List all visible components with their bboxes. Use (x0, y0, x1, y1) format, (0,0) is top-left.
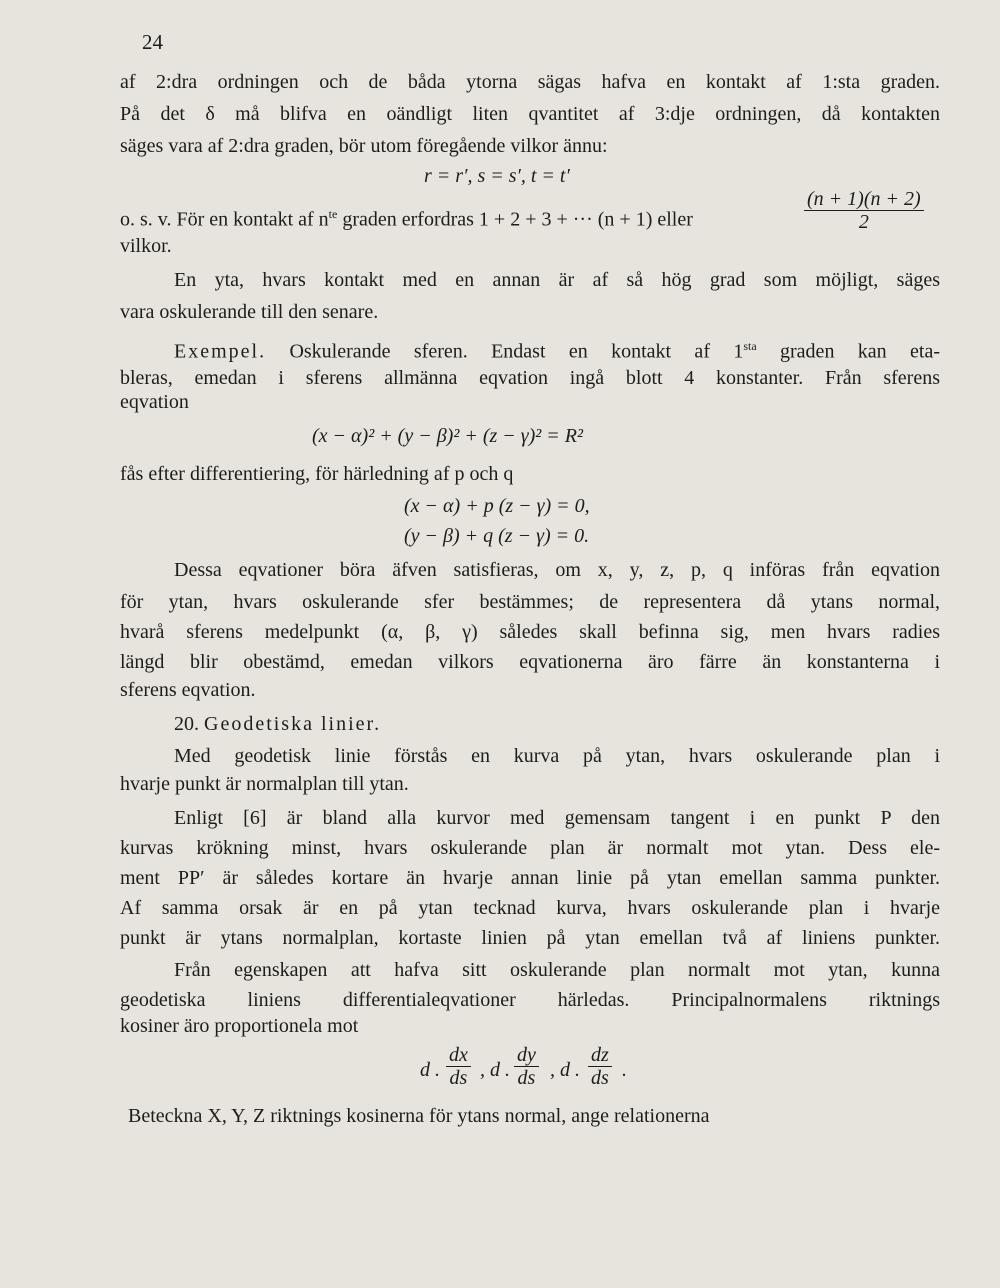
example-heading: Exempel. (174, 340, 267, 363)
text-line: På det δ må blifva en oändligt liten qvantitet af 3:dje ordningen, då kontakten (120, 103, 940, 125)
equation-q: (y − β) + q (z − γ) = 0. (404, 525, 590, 547)
text-line: kosiner äro proportionela mot (120, 1015, 359, 1037)
diff-prefix: , d . (550, 1059, 580, 1081)
text-line (120, 200, 820, 234)
diff-period: . (622, 1059, 627, 1081)
equation-p: (x − α) + p (z − γ) = 0, (404, 495, 590, 517)
fraction-numerator: (n + 1)(n + 2) (804, 188, 924, 211)
text-line: Beteckna X, Y, Z riktnings kosinerna för ytans normal, ange relationerna (128, 1105, 710, 1127)
diff-prefix: d . (420, 1059, 440, 1081)
text-line: hvarå sferens medelpunkt (α, β, γ) således skall befinna sig, men hvars radies (120, 621, 940, 643)
text-span: Oskulerande sferen. Endast en kontakt af 1 (266, 340, 744, 363)
fraction-numerator: dx (446, 1044, 471, 1067)
diff-prefix: , d . (480, 1059, 510, 1081)
text-line: Enligt [6] är bland alla kurvor med gemensam tangent i en punkt P den (174, 807, 940, 829)
text-line: punkt är ytans normalplan, kortaste linien på ytan emellan två af liniens punkter. (120, 927, 940, 949)
section-heading (174, 710, 940, 738)
text-line: för ytan, hvars oskulerande sfer bestämmes; de representera då ytans normal, (120, 591, 940, 613)
text-line: Dessa eqvationer böra äfven satisfieras, om x, y, z, p, q införas från eqvation (174, 559, 940, 581)
text-line (174, 332, 940, 366)
text-line: Från egenskapen att hafva sitt oskulerande plan normalt mot ytan, kunna (174, 959, 940, 981)
section-title: Geodetiska linier. (204, 713, 382, 735)
text-line: sferens eqvation. (120, 679, 256, 701)
page-number: 24 (142, 30, 163, 54)
equation-rst: r = r′, s = s′, t = t′ (424, 165, 570, 187)
text-span: o. s. v. För en kontakt af n (120, 208, 329, 231)
superscript: te (328, 207, 338, 221)
fraction-numerator: dy (514, 1044, 539, 1067)
text-span: graden erfordras 1 + 2 + 3 + ··· (n + 1) eller (337, 208, 693, 231)
text-line: bleras, emedan i sferens allmänna eqvation ingå blott 4 konstanter. Från sferens (120, 367, 940, 389)
text-line: kurvas krökning minst, hvars oskulerande plan är normalt mot ytan. Dess ele- (120, 837, 940, 859)
superscript: sta (743, 339, 757, 353)
text-line: En yta, hvars kontakt med en annan är af så hög grad som möjligt, säges (174, 269, 940, 291)
text-line: hvarje punkt är normalplan till ytan. (120, 773, 409, 795)
text-line: längd blir obestämd, emedan vilkors eqvationerna äro färre än konstanterna i (120, 651, 940, 673)
text-line: ment PP′ är således kortare än hvarje annan linie på ytan emellan samma punkter. (120, 867, 940, 889)
text-line: geodetiska liniens differentialeqvationer härledas. Principalnormalens riktnings (120, 989, 940, 1011)
equation-sphere: (x − α)² + (y − β)² + (z − γ)² = R² (312, 425, 584, 447)
text-line: fås efter differentiering, för härledning af p och q (120, 463, 514, 485)
text-line: Med geodetisk linie förstås en kurva på ytan, hvars oskulerande plan i (174, 745, 940, 767)
fraction-dz-ds (588, 1044, 612, 1089)
text-line: vilkor. (120, 235, 172, 257)
fraction-numerator: dz (588, 1044, 612, 1067)
text-line: vara oskulerande till den senare. (120, 301, 379, 323)
fraction-denominator: 2 (858, 211, 869, 233)
text-span: graden kan eta- (756, 340, 940, 363)
text-line: säges vara af 2:dra graden, bör utom föregående vilkor ännu: (120, 135, 608, 157)
fraction-denominator: ds (591, 1067, 609, 1089)
fraction-denominator: ds (449, 1067, 468, 1089)
fraction (804, 188, 924, 233)
text-line: eqvation (120, 391, 189, 413)
text-line: Af samma orsak är en på ytan tecknad kurva, hvars oskulerande plan i hvarje (120, 897, 940, 919)
fraction-dy-ds (514, 1044, 539, 1089)
fraction-dx-ds (446, 1044, 471, 1089)
fraction-denominator: ds (517, 1067, 536, 1089)
text-line: af 2:dra ordningen och de båda ytorna sägas hafva en kontakt af 1:sta graden. (120, 71, 940, 93)
section-number: 20. (174, 713, 204, 735)
